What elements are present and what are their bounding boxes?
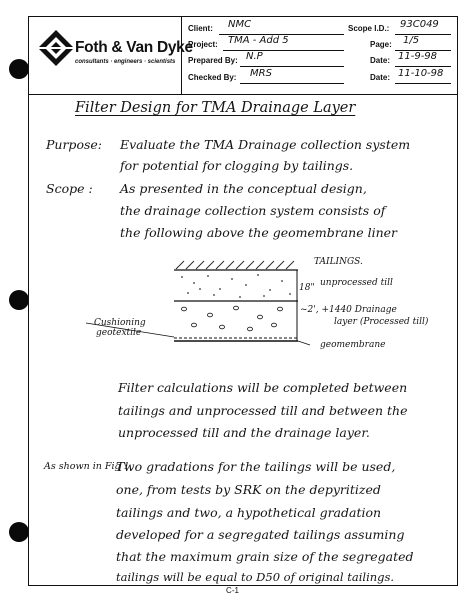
diamond-logo-icon	[38, 30, 74, 66]
binder-hole-bottom	[9, 522, 29, 542]
prepared-by-field	[188, 53, 453, 68]
company-tagline: consultants · engineers · scientists	[75, 59, 176, 65]
prepared-by-label: Prepared By:	[188, 56, 238, 65]
sheet-title: Filter Design for TMA Drainage Layer	[75, 100, 356, 116]
drainage-thickness-label: ~2', +1440 Drainage	[300, 305, 397, 315]
scope-id-value: 93C049	[400, 19, 439, 30]
calc-line: tailings and unprocessed till and between the	[118, 403, 408, 418]
geomembrane-label: geomembrane	[320, 340, 386, 350]
page-code: C-1	[226, 586, 239, 595]
client-field	[188, 21, 453, 36]
scope-line: the drainage collection system consists of	[120, 203, 386, 218]
date-label: Date:	[370, 56, 391, 65]
scope-line: As presented in the conceptual design,	[120, 181, 367, 196]
client-value: NMC	[228, 19, 252, 30]
project-label: Project:	[188, 40, 218, 49]
till-stipple	[181, 274, 291, 298]
geotextile-label: Cushioning	[94, 318, 146, 328]
geotextile-label: geotextile	[96, 328, 142, 338]
gradation-line: that the maximum grain size of the segregated	[116, 549, 414, 564]
date-label: Date:	[370, 73, 391, 82]
gradation-line: developed for a segregated tailings assuming	[116, 527, 405, 542]
checked-by-label: Checked By:	[188, 73, 237, 82]
project-field	[188, 37, 453, 52]
binder-hole-middle	[9, 290, 29, 310]
title-block	[29, 17, 457, 95]
checked-date-value: 11-10-98	[398, 68, 444, 79]
purpose-label: Purpose:	[46, 137, 102, 152]
page-label: Page:	[370, 40, 392, 49]
figure-reference-note: As shown in Fig 1	[44, 461, 130, 472]
project-value: TMA - Add 5	[228, 35, 289, 46]
company-logo	[29, 17, 193, 94]
prepared-date-value: 11-9-98	[398, 51, 438, 62]
scope-label: Scope :	[46, 181, 93, 196]
scope-id-label: Scope I.D.:	[348, 24, 390, 33]
scope-line: the following above the geomembrane liner	[120, 225, 397, 240]
gradation-line: tailings will be equal to D50 of original tailings.	[116, 570, 395, 584]
tailings-layer-label: TAILINGS.	[314, 257, 363, 267]
company-name: Foth & Van Dyke	[75, 39, 193, 56]
checked-by-value: MRS	[250, 68, 272, 79]
tailings-hatching	[176, 261, 294, 269]
gradation-line: tailings and two, a hypothetical gradation	[116, 505, 382, 520]
drainage-material-label: layer (Processed till)	[334, 317, 429, 327]
gradation-line: Two gradations for the tailings will be used,	[116, 459, 396, 474]
calc-line: unprocessed till and the drainage layer.	[118, 425, 370, 440]
prepared-by-value: N.P	[246, 51, 263, 62]
gradation-line: one, from tests by SRK on the depyritized	[116, 482, 381, 497]
till-thickness-label: 18"	[299, 283, 315, 293]
binder-hole-top	[9, 59, 29, 79]
checked-by-field	[188, 70, 453, 85]
client-label: Client:	[188, 24, 213, 33]
page-value: 1/5	[403, 35, 420, 46]
calc-line: Filter calculations will be completed between	[118, 380, 408, 395]
purpose-line: Evaluate the TMA Drainage collection system	[120, 137, 411, 152]
till-layer-label: unprocessed till	[320, 278, 393, 288]
purpose-line: for potential for clogging by tailings.	[120, 158, 354, 173]
drainage-gravel	[182, 306, 283, 331]
